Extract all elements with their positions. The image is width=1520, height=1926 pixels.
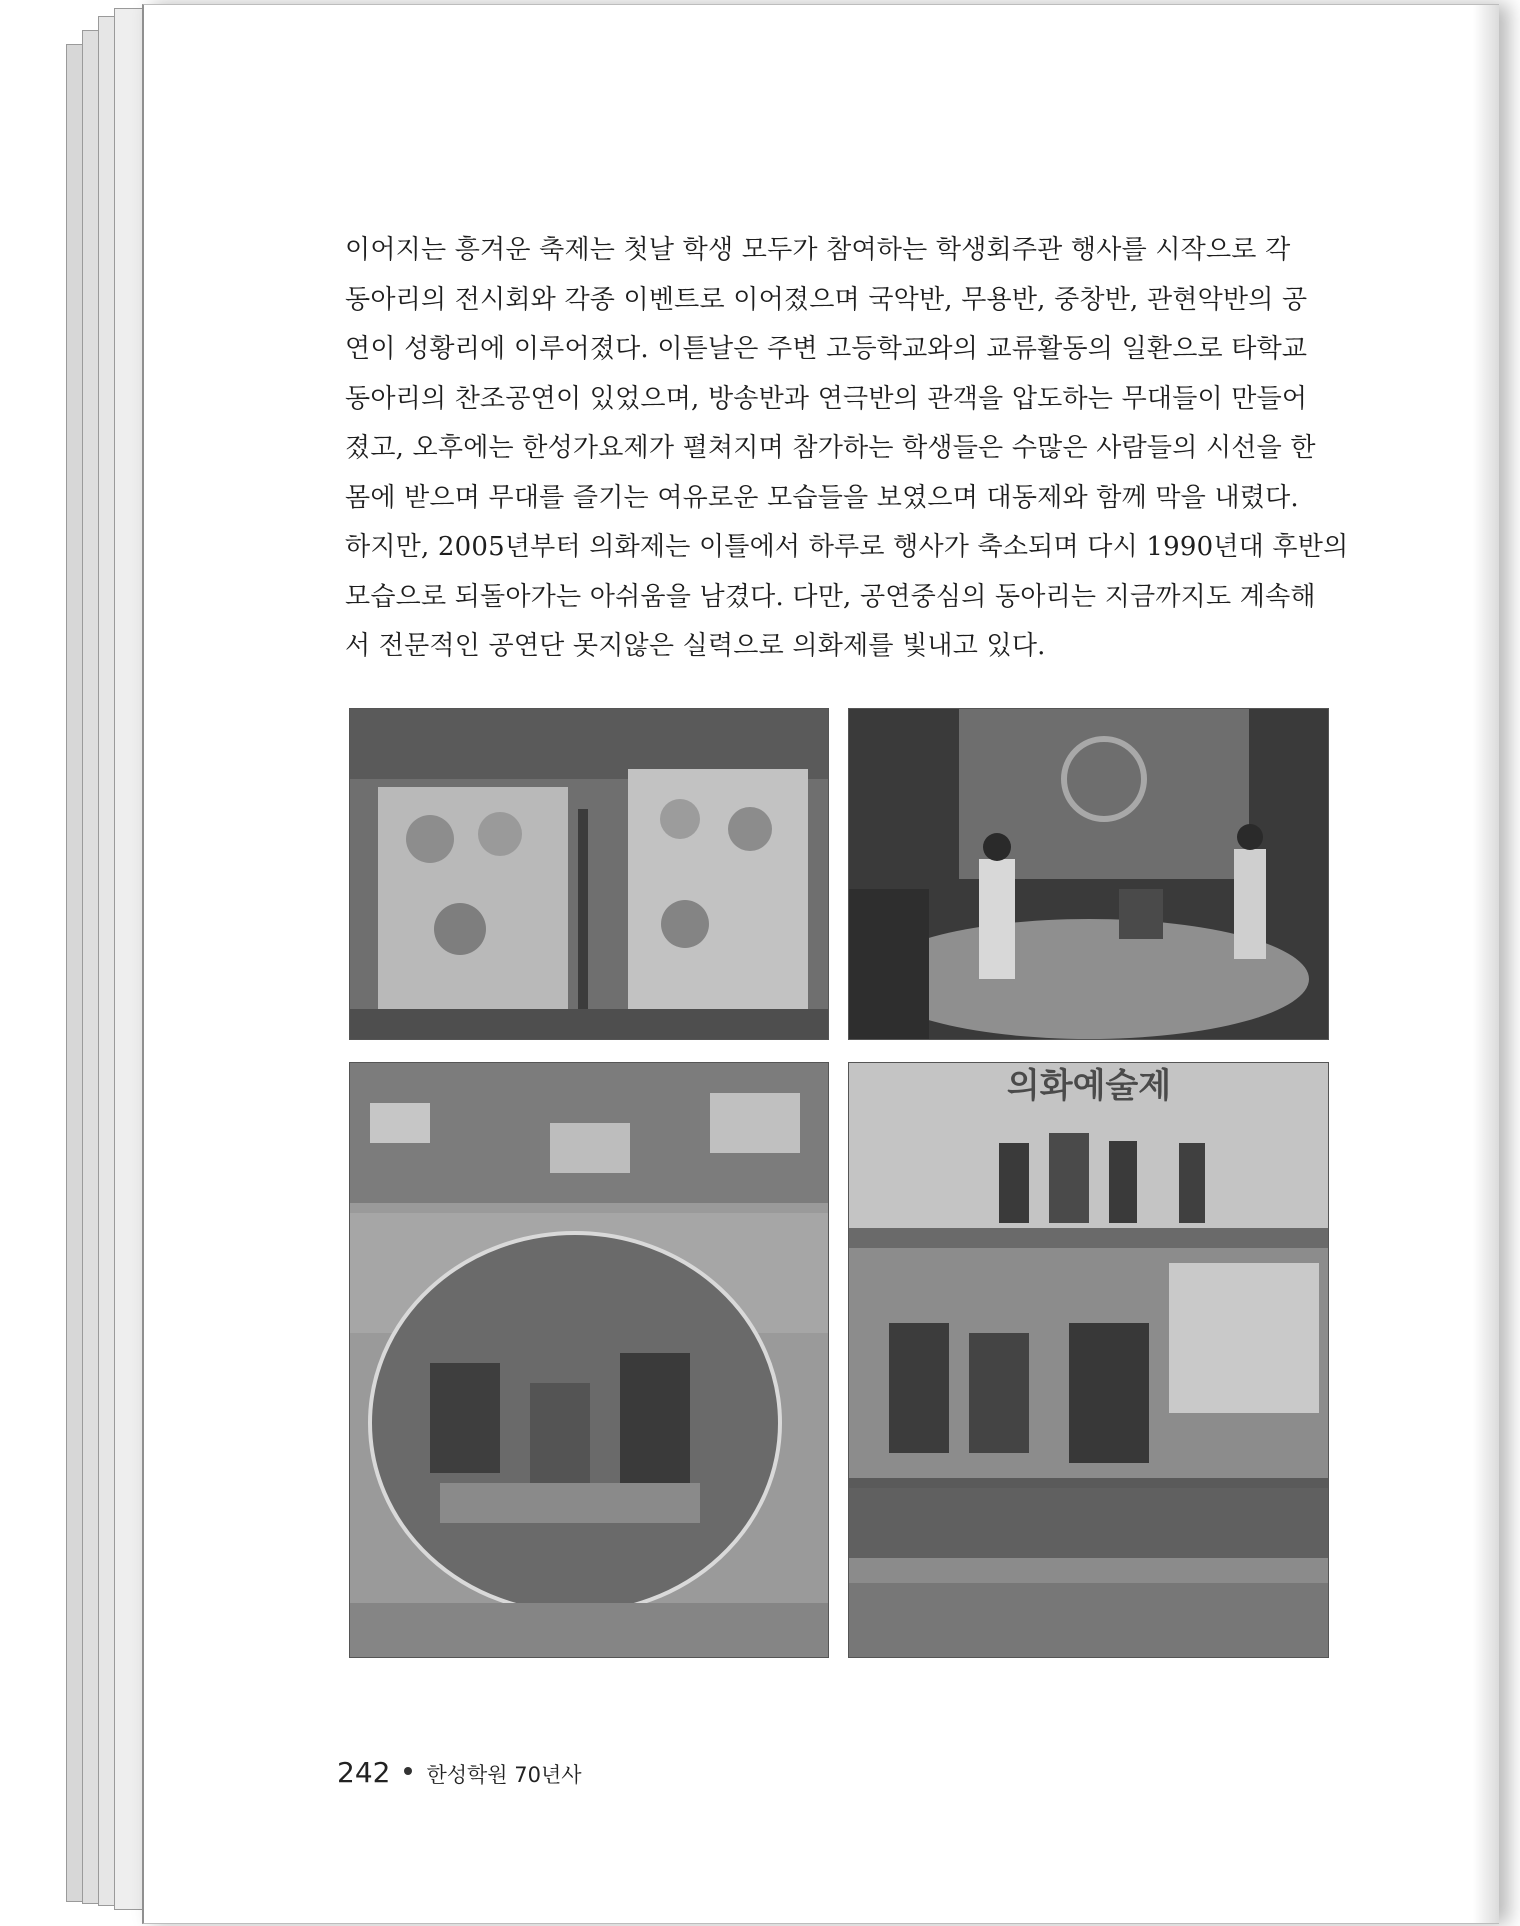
photo-exhibition-collage <box>349 1062 829 1658</box>
bullet-icon <box>404 1767 412 1775</box>
photo-exhibition-boards <box>349 708 829 1040</box>
body-line: 몸에 받으며 무대를 즐기는 여유로운 모습들을 보였으며 대동제와 함께 막을 내렸다. <box>345 482 1299 513</box>
photo-art-festival <box>848 1062 1329 1658</box>
body-line: 이어지는 흥겨운 축제는 첫날 학생 모두가 참여하는 학생회주관 행사를 시작으로 각 <box>345 235 1291 265</box>
body-line: 동아리의 찬조공연이 있었으며, 방송반과 연극반의 관객을 압도하는 무대들이 만들어 <box>345 383 1308 414</box>
body-line: 서 전문적인 공연단 못지않은 실력으로 의화제를 빛내고 있다. <box>345 631 1046 661</box>
body-line: 졌고, 오후에는 한성가요제가 펼쳐지며 참가하는 학생들은 수많은 사람들의 시선을 한 <box>345 433 1316 463</box>
page-number: 242 <box>337 1756 391 1789</box>
body-line: 동아리의 전시회와 각종 이벤트로 이어졌으며 국악반, 무용반, 중창반, 관현악반의 공 <box>345 284 1308 315</box>
body-line: 연이 성황리에 이루어졌다. 이튿날은 주변 고등학교와의 교류활동의 일환으로 타학교 <box>345 334 1308 364</box>
body-paragraph <box>345 226 1349 672</box>
body-line: 모습으로 되돌아가는 아쉬움을 남겼다. 다만, 공연중심의 동아리는 지금까지도 계속해 <box>345 581 1316 612</box>
book-title: 한성학원 70년사 <box>426 1763 582 1787</box>
page-gutter-shadow <box>1473 5 1499 1923</box>
festival-banner-text: 의화예술제 <box>1006 1066 1172 1106</box>
photo-stage-dance <box>848 708 1329 1040</box>
page-footer <box>337 1756 582 1789</box>
body-line: 하지만, 2005년부터 의화제는 이틀에서 하루로 행사가 축소되며 다시 1990년대 후반의 <box>345 532 1349 562</box>
